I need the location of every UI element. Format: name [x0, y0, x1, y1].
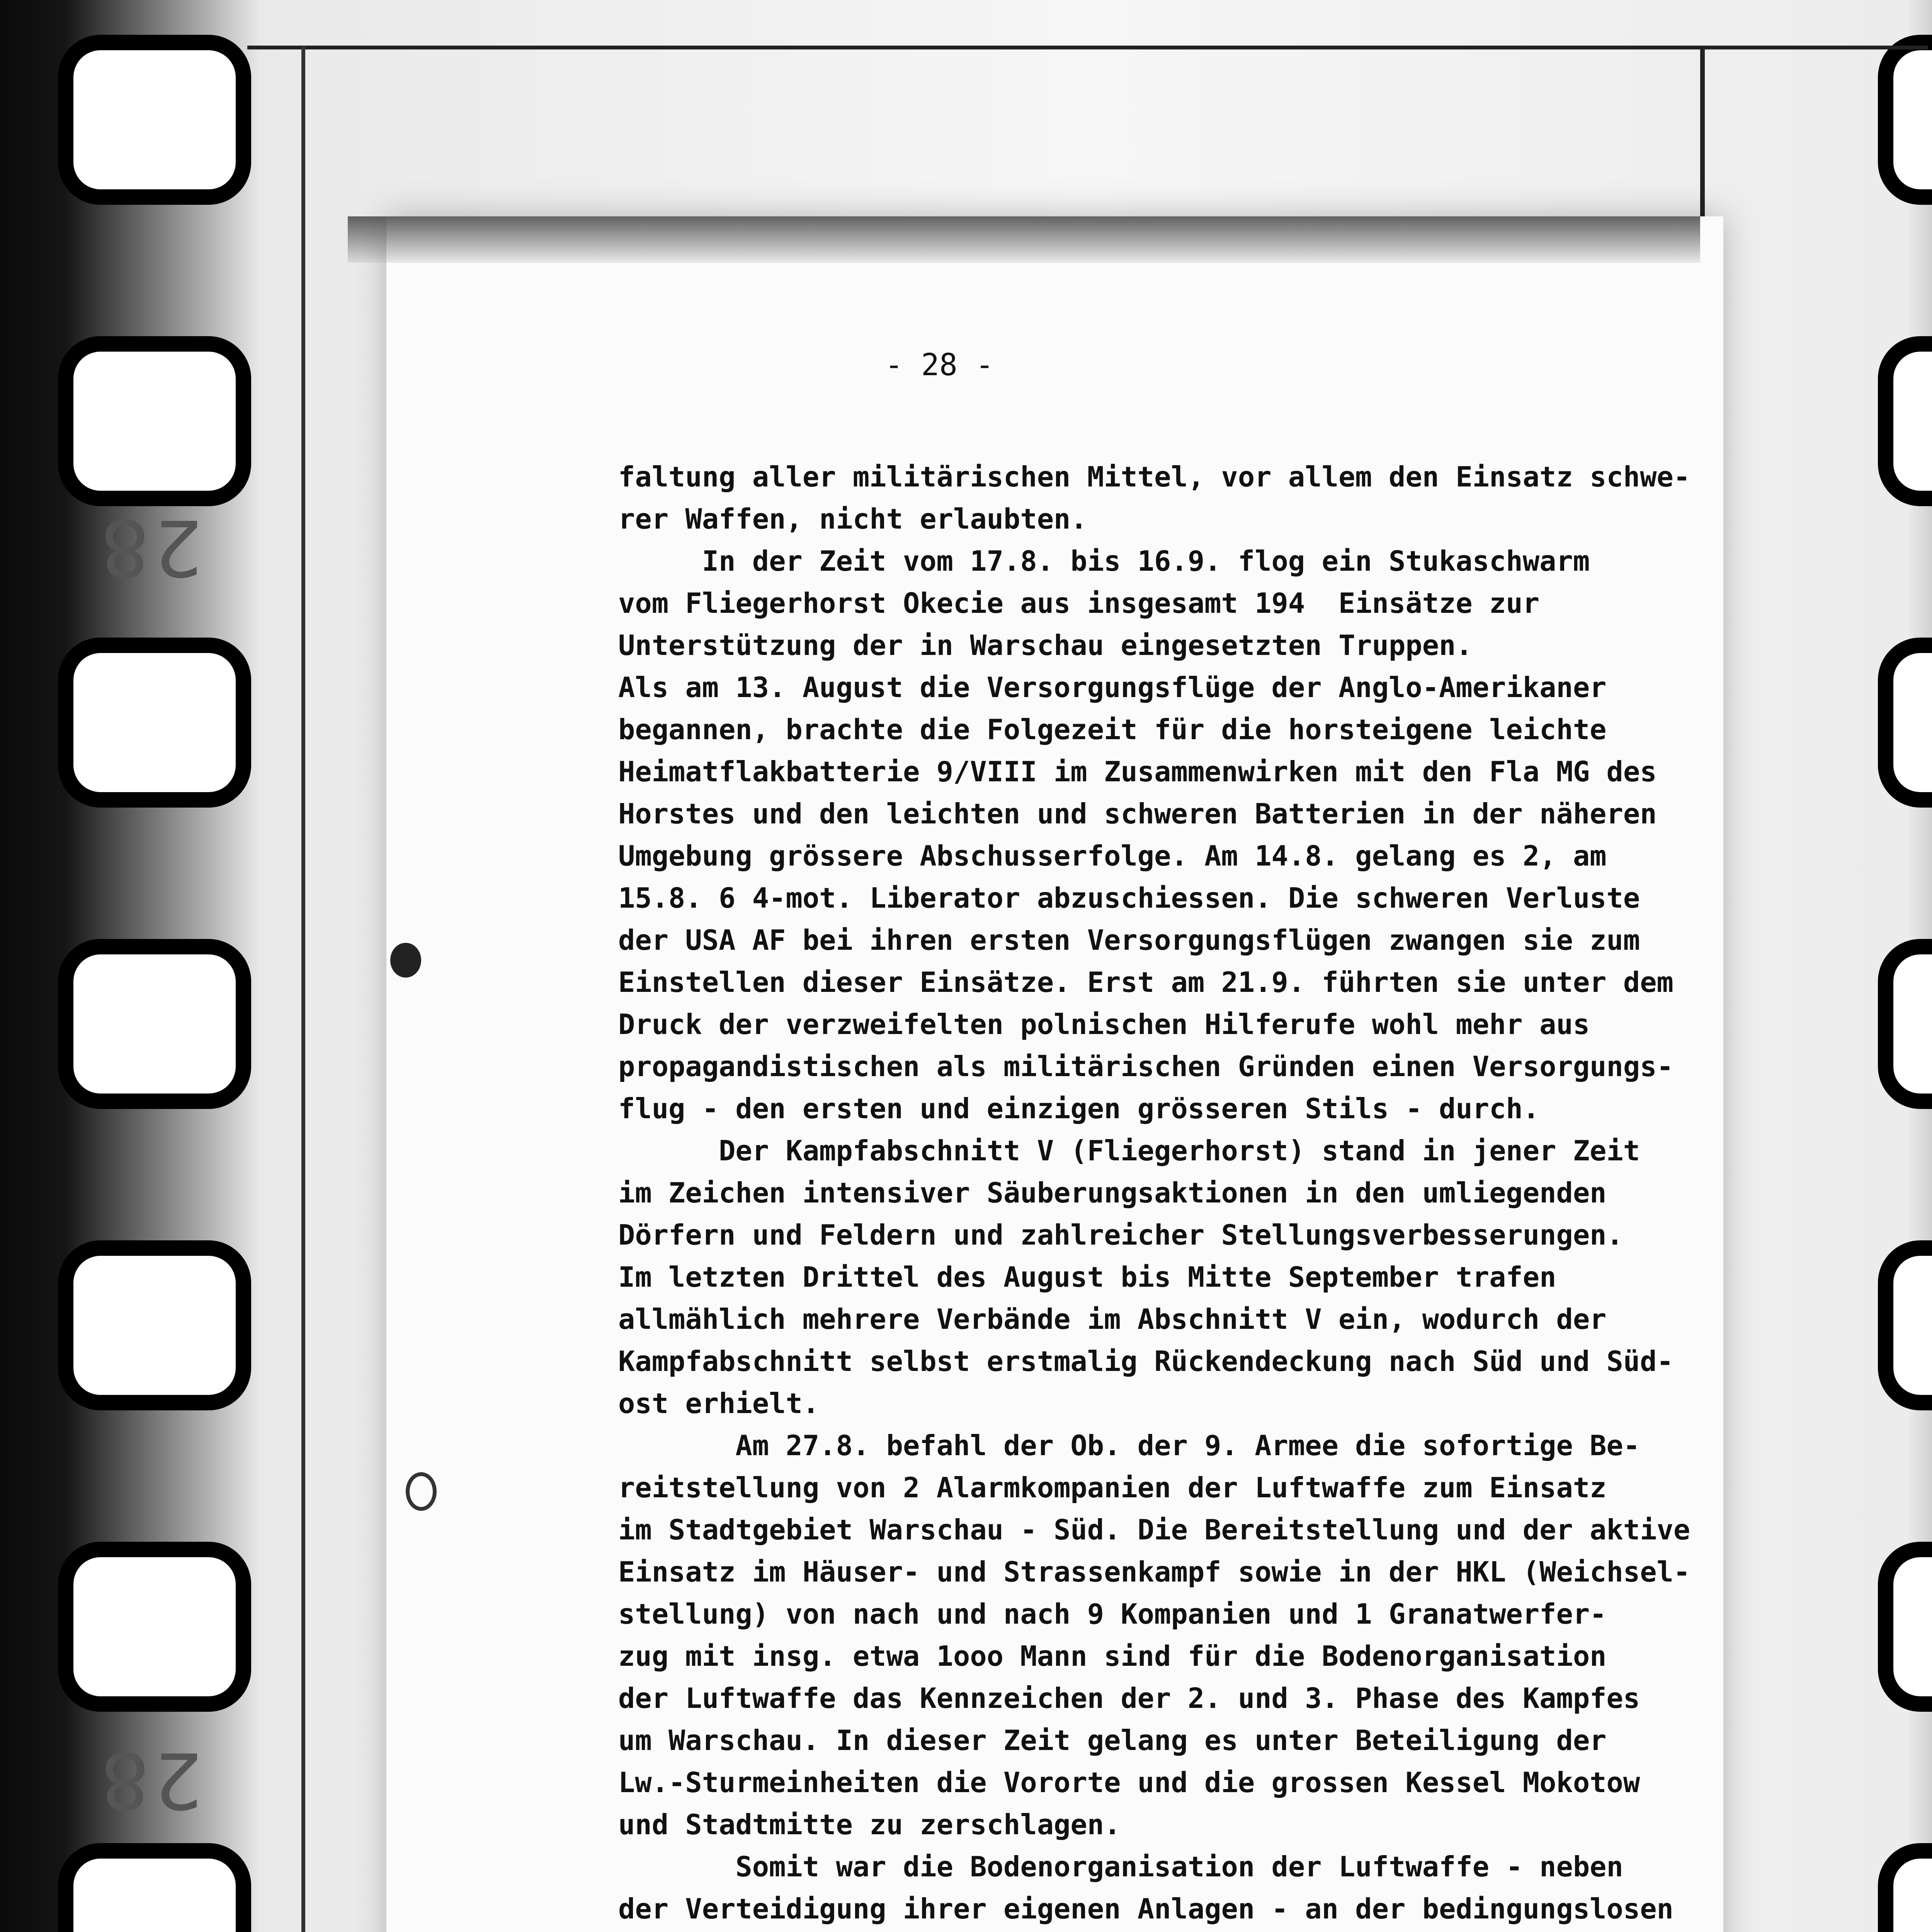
sprocket-hole — [73, 1256, 236, 1395]
typewritten-body — [618, 456, 1708, 1930]
text-line: Unterstützung der in Warschau eingesetzten Truppen. — [618, 629, 1473, 662]
sprocket-hole — [73, 954, 236, 1094]
right-sprocket-holes — [1878, 0, 1932, 1932]
text-line: der Luftwaffe das Kennzeichen der 2. und 3. Phase des Kampfes — [618, 1682, 1640, 1714]
film-frame-number: 28 — [97, 502, 203, 592]
text-line: faltung aller militärischen Mittel, vor allem den Einsatz schwe- — [618, 461, 1690, 493]
text-line: der Verteidigung ihrer eigenen Anlagen - an der bedingungslosen — [618, 1893, 1673, 1925]
text-line: Heimatflakbatterie 9/VIII im Zusammenwirken mit den Fla MG des — [618, 755, 1657, 788]
sprocket-hole — [1893, 954, 1932, 1094]
text-line: Horstes und den leichten und schweren Batterien in der näheren — [618, 798, 1657, 830]
sprocket-hole — [1893, 1256, 1932, 1395]
text-line: In der Zeit vom 17.8. bis 16.9. flog ein Stukaschwarm — [618, 545, 1590, 577]
left-sprocket-holes — [58, 0, 243, 1932]
frame-edge-line — [301, 46, 305, 1932]
text-line: Kampfabschnitt selbst erstmalig Rückendeckung nach Süd und Süd- — [618, 1345, 1673, 1378]
text-line: zug mit insg. etwa 1ooo Mann sind für die Bodenorganisation — [618, 1640, 1607, 1672]
punch-hole-mark — [406, 1472, 437, 1511]
text-line: Als am 13. August die Versorgungsflüge der Anglo-Amerikaner — [618, 671, 1607, 704]
text-line: Umgebung grössere Abschusserfolge. Am 14.8. gelang es 2, am — [618, 840, 1607, 872]
page-number: - 28 - — [885, 348, 994, 383]
frame-border — [247, 46, 1928, 49]
text-line: Einstellen dieser Einsätze. Erst am 21.9. führten sie unter dem — [618, 966, 1673, 998]
text-line: Einsatz im Häuser- und Strassenkampf sowie in der HKL (Weichsel- — [618, 1556, 1690, 1588]
text-line: begannen, brachte die Folgezeit für die horsteigene leichte — [618, 713, 1607, 746]
scan-shadow — [348, 216, 1700, 263]
text-line: Im letzten Drittel des August bis Mitte September trafen — [618, 1261, 1556, 1293]
sprocket-hole — [73, 352, 236, 491]
sprocket-hole — [1893, 352, 1932, 491]
text-line: im Zeichen intensiver Säuberungsaktionen in den umliegenden — [618, 1177, 1607, 1209]
sprocket-hole — [73, 653, 236, 792]
sprocket-hole — [73, 1557, 236, 1696]
sprocket-hole — [1893, 1557, 1932, 1696]
text-line: Druck der verzweifelten polnischen Hilferufe wohl mehr aus — [618, 1008, 1590, 1041]
text-line: allmählich mehrere Verbände im Abschnitt V ein, wodurch der — [618, 1303, 1607, 1335]
punch-hole-mark — [390, 943, 421, 978]
sprocket-hole — [1893, 50, 1932, 189]
text-line: Am 27.8. befahl der Ob. der 9. Armee die sofortige Be- — [618, 1429, 1640, 1462]
text-line: Der Kampfabschnitt V (Fliegerhorst) stand in jener Zeit — [618, 1134, 1640, 1167]
text-line: Lw.-Sturmeinheiten die Vororte und die grossen Kessel Mokotow — [618, 1766, 1640, 1799]
text-line: propagandistischen als militärischen Gründen einen Versorgungs- — [618, 1050, 1673, 1083]
text-line: Dörfern und Feldern und zahlreicher Stellungsverbesserungen. — [618, 1219, 1623, 1251]
text-line: ost erhielt. — [618, 1387, 820, 1420]
text-line: 15.8. 6 4-mot. Liberator abzuschiessen. Die schweren Verluste — [618, 882, 1640, 914]
sprocket-hole — [73, 1859, 236, 1932]
text-line: um Warschau. In dieser Zeit gelang es unter Beteiligung der — [618, 1724, 1607, 1757]
text-line: der USA AF bei ihren ersten Versorgungsflügen zwangen sie zum — [618, 924, 1640, 956]
text-line: im Stadtgebiet Warschau - Süd. Die Bereitstellung und der aktive — [618, 1514, 1690, 1546]
text-line: und Stadtmitte zu zerschlagen. — [618, 1808, 1121, 1841]
text-line: reitstellung von 2 Alarmkompanien der Luftwaffe zum Einsatz — [618, 1471, 1607, 1504]
text-line: flug - den ersten und einzigen grösseren Stils - durch. — [618, 1092, 1540, 1125]
film-frame-number: 28 — [97, 1735, 203, 1825]
text-line: stellung) von nach und nach 9 Kompanien und 1 Granatwerfer- — [618, 1598, 1607, 1630]
sprocket-hole — [1893, 1859, 1932, 1932]
text-line: rer Waffen, nicht erlaubten. — [618, 503, 1087, 535]
sprocket-hole — [73, 50, 236, 189]
text-line: vom Fliegerhorst Okecie aus insgesamt 194 Einsätze zur — [618, 587, 1540, 619]
text-line: Somit war die Bodenorganisation der Luftwaffe - neben — [618, 1850, 1623, 1883]
sprocket-hole — [1893, 653, 1932, 792]
